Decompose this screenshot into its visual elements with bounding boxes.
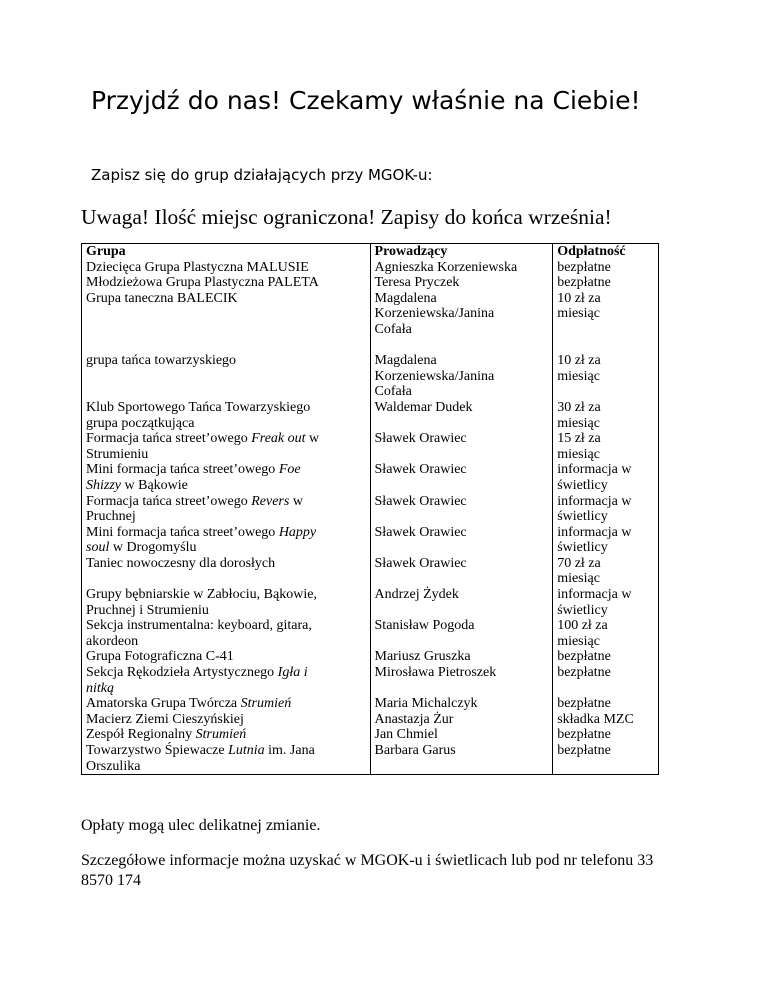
group-name: Shizzy w Bąkowie (86, 477, 188, 493)
group-name: nitką (86, 680, 114, 696)
leader-name: Stanisław Pogoda (374, 618, 475, 634)
group-name: Formacja tańca street’owego Revers w (86, 493, 303, 509)
leader-name: Anastazja Żur (374, 711, 454, 727)
group-name: Pruchnej (86, 509, 136, 525)
leader-name: Waldemar Dudek (374, 399, 473, 415)
fee-value: 10 zł za (557, 353, 601, 369)
subtitle: Zapisz się do grup działających przy MGOK-u: (91, 166, 433, 184)
fee-value: świetlicy (557, 540, 608, 556)
leader-name: Korzeniewska/Janina (374, 306, 495, 322)
group-name: grupa początkująca (86, 415, 195, 431)
fee-value: bezpłatne (557, 275, 611, 291)
group-name: Sekcja Rękodzieła Artystycznego Igła i (86, 665, 308, 681)
fee-value: 15 zł za (557, 431, 601, 447)
leader-name: Korzeniewska/Janina (374, 368, 495, 384)
fee-value: bezpłatne (557, 259, 611, 275)
group-name: Sekcja instrumentalna: keyboard, gitara, (86, 618, 312, 634)
group-name: Grupy bębniarskie w Zabłociu, Bąkowie, (86, 587, 317, 603)
leader-name: Andrzej Żydek (374, 587, 459, 603)
group-name: akordeon (86, 633, 139, 649)
fee-value: miesiąc (557, 571, 600, 587)
fee-value: składka MZC (557, 711, 634, 727)
group-name: Młodzieżowa Grupa Plastyczna PALETA (86, 275, 319, 291)
fee-value: bezpłatne (557, 743, 611, 758)
groups-table (81, 243, 659, 775)
fee-value: bezpłatne (557, 727, 611, 743)
page-title: Przyjdź do nas! Czekamy właśnie na Ciebie! (91, 86, 641, 115)
group-name: Macierz Ziemi Cieszyńskiej (86, 711, 244, 727)
group-name: Grupa taneczna BALECIK (86, 290, 238, 306)
header-group: Grupa (86, 244, 126, 259)
contact-info: Szczegółowe informacje można uzyskać w MGOK-u i świetlicach lub pod nr telefonu 33 8570 174 (81, 852, 654, 889)
leader-name: Sławek Orawiec (374, 555, 467, 571)
leader-name: Magdalena (374, 353, 437, 369)
fee-change-note: Opłaty mogą ulec delikatnej zmianie. (81, 817, 321, 834)
group-name: Dziecięca Grupa Plastyczna MALUSIE (86, 259, 309, 275)
group-name: Mini formacja tańca street’owego Happy (86, 524, 317, 540)
fee-value: 30 zł za (557, 399, 601, 415)
fee-value: informacja w (557, 493, 632, 509)
fee-value: bezpłatne (557, 696, 611, 712)
fees-column (553, 244, 659, 775)
fee-value: informacja w (557, 462, 632, 478)
group-name: Taniec nowoczesny dla dorosłych (86, 555, 276, 571)
group-name: Grupa Fotograficzna C-41 (86, 649, 234, 665)
fee-value: miesiąc (557, 633, 600, 649)
group-name: Pruchnej i Strumieniu (86, 602, 209, 618)
fee-value: miesiąc (557, 446, 600, 462)
fee-value: świetlicy (557, 509, 608, 525)
fee-value: informacja w (557, 587, 632, 603)
leader-name: Cofała (374, 384, 412, 400)
leader-name: Sławek Orawiec (374, 493, 467, 509)
fee-value: informacja w (557, 524, 632, 540)
group-name: Orszulika (86, 758, 141, 774)
group-name: Klub Sportowego Tańca Towarzyskiego (86, 399, 311, 415)
group-name: soul w Drogomyślu (86, 540, 197, 556)
group-name: Amatorska Grupa Twórcza Strumień (86, 696, 292, 712)
group-name: Mini formacja tańca street’owego Foe (86, 462, 301, 478)
leader-name: Mirosława Pietroszek (374, 665, 497, 681)
table-row (82, 244, 659, 775)
leader-name: Cofała (374, 321, 412, 337)
leader-name: Sławek Orawiec (374, 524, 467, 540)
fee-value: 10 zł za (557, 290, 601, 306)
group-name: Towarzystwo Śpiewacze Lutnia im. Jana (86, 743, 315, 758)
leader-name: Jan Chmiel (374, 727, 438, 743)
fee-value: 100 zł za (557, 618, 608, 634)
fee-value: miesiąc (557, 368, 600, 384)
fee-value: 70 zł za (557, 555, 601, 571)
leader-name: Mariusz Gruszka (374, 649, 471, 665)
fee-value: bezpłatne (557, 649, 611, 665)
leader-name: Agnieszka Korzeniewska (374, 259, 518, 275)
fee-value: miesiąc (557, 306, 600, 322)
fee-value: miesiąc (557, 415, 600, 431)
header-leader: Prowadzący (374, 244, 448, 259)
enrollment-notice: Uwaga! Ilość miejsc ograniczona! Zapisy do końca września! (81, 205, 612, 229)
group-name: Strumieniu (86, 446, 149, 462)
leader-name: Teresa Pryczek (374, 275, 460, 291)
leader-name: Sławek Orawiec (374, 462, 467, 478)
groups-column (82, 244, 371, 775)
leader-name: Magdalena (374, 290, 437, 306)
group-name: grupa tańca towarzyskiego (86, 353, 237, 369)
fee-value: świetlicy (557, 477, 608, 493)
leader-name: Barbara Garus (374, 743, 456, 758)
leader-name: Maria Michalczyk (374, 696, 478, 712)
group-name: Zespół Regionalny Strumień (86, 727, 247, 743)
fee-value: bezpłatne (557, 665, 611, 681)
fee-value: świetlicy (557, 602, 608, 618)
leader-name: Sławek Orawiec (374, 431, 467, 447)
header-fee: Odpłatność (557, 244, 626, 259)
group-name: Formacja tańca street’owego Freak out w (86, 431, 320, 447)
leaders-column (370, 244, 553, 775)
